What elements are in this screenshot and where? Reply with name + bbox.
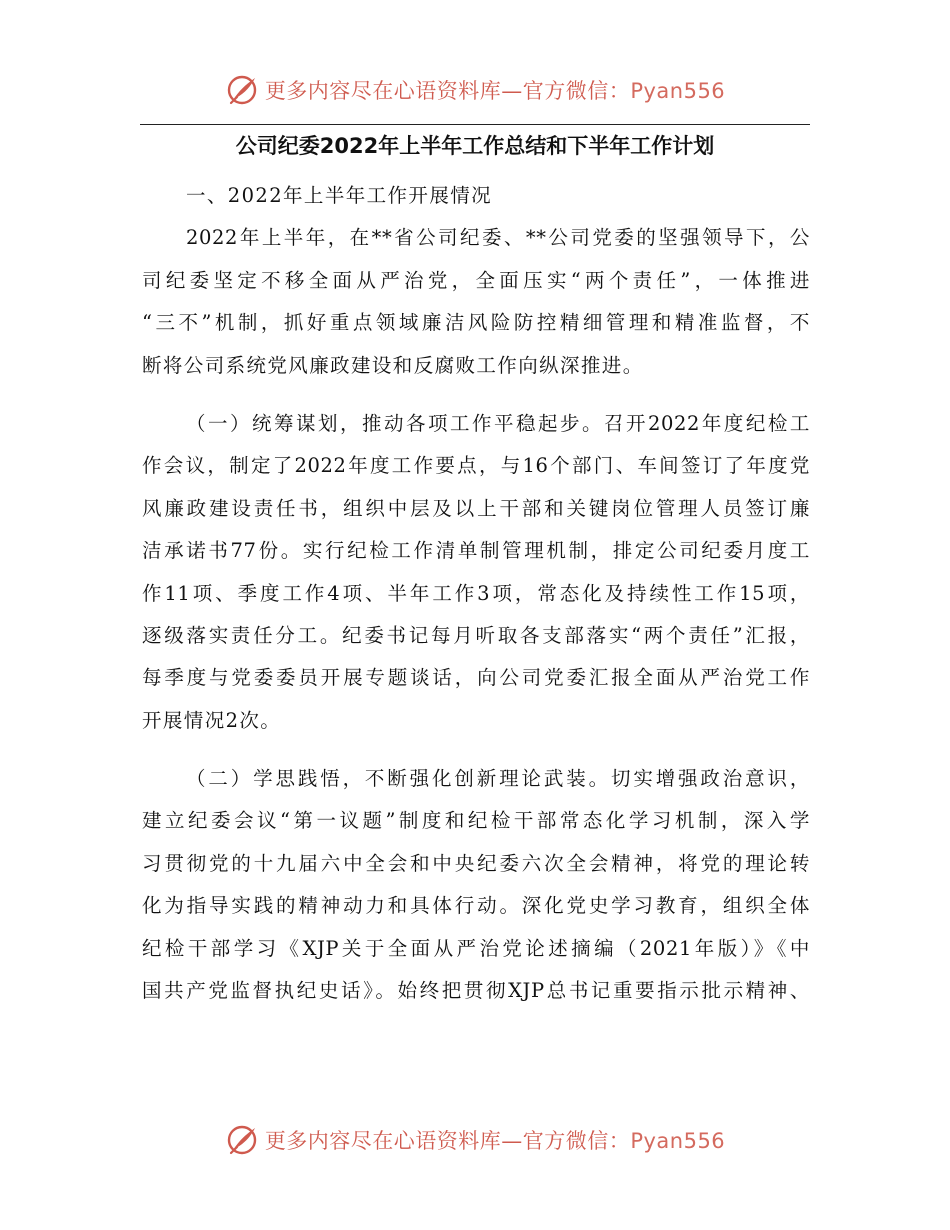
watermark-wechat-id: Pyan556 [630,1129,726,1153]
paragraph-line: 习贯彻党的十九届六中全会和中央纪委六次全会精神，将党的理论转 [142,851,810,875]
paragraph-line: 洁承诺书77份。实行纪检工作清单制管理机制，排定公司纪委月度工 [142,539,810,563]
paragraph-2 [142,403,810,742]
watermark-slogan: 更多内容尽在心语资料库—官方微信： [264,1129,631,1153]
watermark-text [265,75,725,105]
paragraph-line: （二）学思践悟，不断强化创新理论武装。切实增强政治意识， [186,767,810,791]
header-rule [140,124,810,125]
paragraph-line: 建立纪委会议“第一议题”制度和纪检干部常态化学习机制，深入学 [142,809,810,833]
paragraph-line: 开展情况2次。 [142,708,282,732]
paragraph-line: 化为指导实践的精神动力和具体行动。深化党史学习教育，组织全体 [142,894,810,918]
document-body [142,175,810,1012]
watermark-wechat-id: Pyan556 [630,79,726,103]
paragraph-3 [142,758,810,1012]
watermark-slogan: 更多内容尽在心语资料库—官方微信： [264,79,631,103]
paragraph-line: 断将公司系统党风廉政建设和反腐败工作向纵深推进。 [142,353,644,377]
paragraph-line: 司纪委坚定不移全面从严治党，全面压实“两个责任”，一体推进 [142,268,810,292]
paragraph-line: 逐级落实责任分工。纪委书记每月听取各支部落实“两个责任”汇报， [142,623,810,647]
section-heading: 一、2022年上半年工作开展情况 [186,184,493,207]
paragraph-line: 国共产党监督执纪史话》。始终把贯彻XJP总书记重要指示批示精神、 [142,979,810,1003]
paragraph-line: 作会议，制定了2022年度工作要点，与16个部门、车间签订了年度党 [142,454,810,478]
feather-pen-logo-icon [225,73,259,107]
paragraph-line: 纪检干部学习《XJP关于全面从严治党论述摘编（2021年版）》《中 [142,936,810,960]
feather-pen-logo-icon [225,1123,259,1157]
paragraph-line: 每季度与党委委员开展专题谈话，向公司党委汇报全面从严治党工作 [142,666,810,690]
paragraph-line: “三不”机制，抓好重点领域廉洁风险防控精细管理和精准监督，不 [142,311,810,335]
paragraph-1 [142,217,810,387]
paragraph-line: （一）统筹谋划，推动各项工作平稳起步。召开2022年度纪检工 [186,411,810,435]
watermark-banner-bottom [0,1118,950,1162]
paragraph-line: 2022年上半年，在**省公司纪委、**公司党委的坚强领导下，公 [186,226,810,250]
document-title: 公司纪委2022年上半年工作总结和下半年工作计划 [235,134,715,158]
watermark-banner-top [0,68,950,112]
paragraph-line: 风廉政建设责任书，组织中层及以上干部和关键岗位管理人员签订廉 [142,496,810,520]
watermark-text [265,1125,725,1155]
paragraph-line: 作11项、季度工作4项、半年工作3项，常态化及持续性工作15项， [142,581,810,605]
